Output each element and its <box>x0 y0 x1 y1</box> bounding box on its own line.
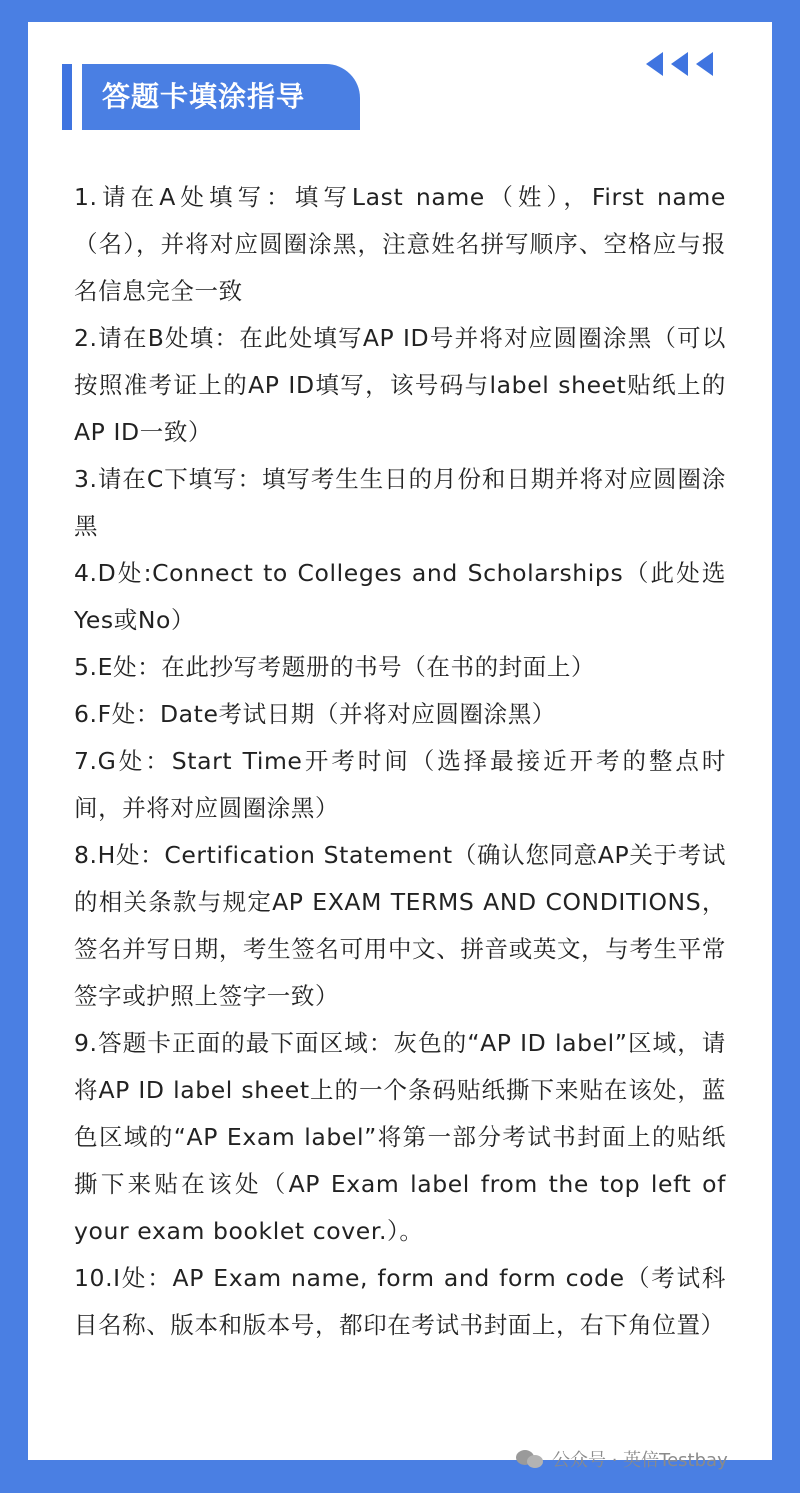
instruction-item: 10.I处：AP Exam name, form and form code（考试科目名称、版本和版本号，都印在考试书封面上，右下角位置） <box>74 1264 726 1339</box>
triangle-left-icon <box>646 52 663 76</box>
instruction-list <box>74 174 726 1349</box>
page-title: 答题卡填涂指导 <box>82 64 360 130</box>
decorative-arrows <box>646 52 732 78</box>
watermark <box>516 1446 728 1472</box>
instruction-item: 1.请在A处填写：填写Last name（姓），First name（名），并将对应圆圈涂黑，注意姓名拼写顺序、空格应与报名信息完全一致 <box>74 183 726 305</box>
instruction-item: 6.F处：Date考试日期（并将对应圆圈涂黑） <box>74 700 556 728</box>
wechat-icon <box>516 1448 544 1470</box>
triangle-left-icon <box>671 52 688 76</box>
instruction-item: 8.H处：Certification Statement（确认您同意AP关于考试的相关条款与规定AP EXAM TERMS AND CONDITIONS，签名并写日期，考生签名可用中文、拼音或英文，与考生平常签字或护照上签字一致） <box>74 841 726 1010</box>
instruction-item: 4.D处:Connect to Colleges and Scholarships（此处选Yes或No） <box>74 559 726 634</box>
watermark-text: 公众号 · 英倍Testbay <box>552 1450 728 1471</box>
instruction-item: 2.请在B处填：在此处填写AP ID号并将对应圆圈涂黑（可以按照准考证上的AP ID填写，该号码与label sheet贴纸上的AP ID一致） <box>74 324 726 446</box>
instruction-item: 9.答题卡正面的最下面区域：灰色的“AP ID label”区域，请将AP ID label sheet上的一个条码贴纸撕下来贴在该处，蓝色区域的“AP Exam label”将第一部分考试书封面上的贴纸撕下来贴在该处（AP Exam label from the top left of your exam booklet cover.）。 <box>74 1029 726 1245</box>
instruction-item: 5.E处：在此抄写考题册的书号（在书的封面上） <box>74 653 596 681</box>
triangle-left-icon <box>696 52 713 76</box>
instruction-item: 7.G处：Start Time开考时间（选择最接近开考的整点时间，并将对应圆圈涂黑） <box>74 747 726 822</box>
title-accent-bar <box>62 64 72 130</box>
instruction-item: 3.请在C下填写：填写考生生日的月份和日期并将对应圆圈涂黑 <box>74 465 726 540</box>
